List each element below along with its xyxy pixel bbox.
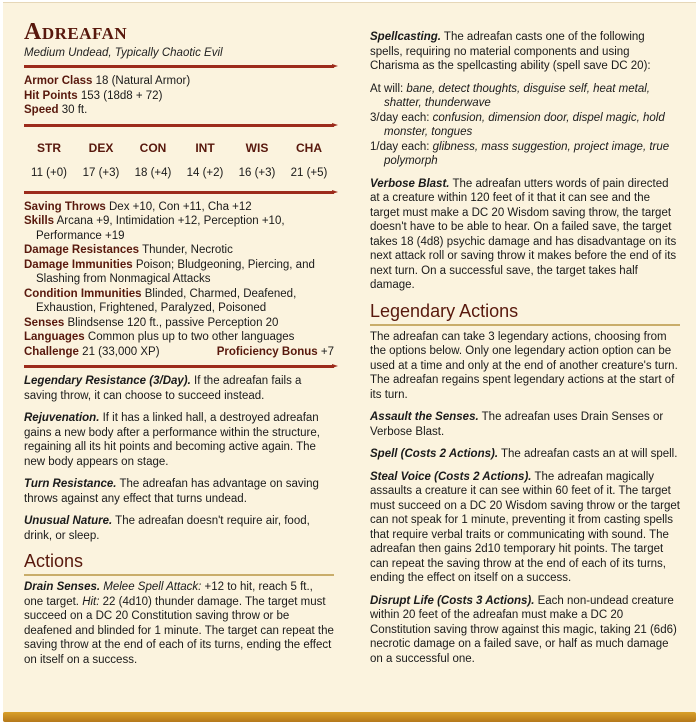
trait-legendary-resistance: Legendary Resistance (3/Day). If the adreafan fails a saving throw, it can choose to succeed instead. xyxy=(24,375,302,402)
legendary-disrupt-life: Disrupt Life (Costs 3 Actions). Each non-undead creature within 20 feet of the adreafan must make a DC 20 Constitution saving throw against this magic, taking 21 (6d6) necrotic damage on a failed save, or half as much damage on a successful one. xyxy=(370,594,677,665)
trait-rejuvenation: Rejuvenation. If it has a linked hall, a destroyed adreafan gains a new body after a performance within the structure, regaining all its hit points and becoming active again. The new body appears on stage. xyxy=(24,412,320,468)
damage-immunities: Damage Immunities Poison; Bludgeoning, Piercing, and Slashing from Nonmagical Attacks xyxy=(24,258,315,285)
challenge-row xyxy=(24,345,334,360)
ability-str: STR 11 (+0) xyxy=(31,140,67,179)
right-column xyxy=(370,30,680,674)
spell-list-3-day: 3/day each: confusion, dimension door, dispel magic, hold monster, tongues xyxy=(370,111,665,138)
spell-list-1-day: 1/day each: glibness, mass suggestion, project image, true polymorph xyxy=(370,140,670,167)
legendary-spell: Spell (Costs 2 Actions). The adreafan casts an at will spell. xyxy=(370,448,678,460)
trait-unusual-nature: Unusual Nature. The adreafan doesn't require air, food, drink, or sleep. xyxy=(24,515,310,542)
speed: Speed 30 ft. xyxy=(24,104,88,116)
ability-int: INT 14 (+2) xyxy=(186,140,224,179)
challenge: Challenge 21 (33,000 XP) xyxy=(24,345,160,358)
monster-name: Adreafan xyxy=(24,19,128,45)
skills: Skills Arcana +9, Intimidation +12, Perception +10, Performance +19 xyxy=(24,215,285,242)
divider xyxy=(24,191,334,194)
armor-class: Armor Class 18 (Natural Armor) xyxy=(24,75,191,87)
actions-heading: Actions xyxy=(24,551,334,576)
proficiency-bonus: Proficiency Bonus +7 xyxy=(216,345,334,358)
saving-throws: Saving Throws Dex +10, Con +11, Cha +12 xyxy=(24,200,252,213)
spell-list-at-will: At will: bane, detect thoughts, disguise self, heat metal, shatter, thunderwave xyxy=(370,82,650,109)
action-drain-senses: Drain Senses. Melee Spell Attack: +12 to hit, reach 5 ft., one target. Hit: 22 (4d10) thunder damage. The target must succeed on a DC 20 Constitution saving throw or be deafened and blinded for 1 minute. The target can repeat the saving throw at the end of each of its turns, ending the effect on itself on a success. xyxy=(24,581,334,666)
ability-con: CON 18 (+4) xyxy=(134,140,172,179)
legendary-intro: The adreafan can take 3 legendary actions, choosing from the options below. Only one legendary action option can be used at a time and only at the end of another creature's turn. The adreafan regains spent legendary actions at the start of its turn. xyxy=(370,330,678,401)
condition-immunities: Condition Immunities Blinded, Charmed, Deafened, Exhaustion, Frightened, Paralyzed, Poisoned xyxy=(24,287,297,314)
divider xyxy=(24,65,334,68)
action-spellcasting: Spellcasting. The adreafan casts one of the following spells, requiring no material components and using Charisma as the spellcasting ability (spell save DC 20): xyxy=(370,31,651,72)
monster-type: Medium Undead, Typically Chaotic Evil xyxy=(24,47,223,59)
ability-scores xyxy=(24,133,334,185)
divider xyxy=(24,124,334,127)
languages: Languages Common plus up to two other languages xyxy=(24,331,295,343)
ability-dex: DEX 17 (+3) xyxy=(82,140,120,179)
ability-wis: WIS 16 (+3) xyxy=(238,140,276,179)
legendary-assault-the-senses: Assault the Senses. The adreafan uses Drain Senses or Verbose Blast. xyxy=(370,411,664,438)
stat-block-page xyxy=(3,2,696,716)
legendary-actions-heading: Legendary Actions xyxy=(370,301,680,326)
left-column xyxy=(24,19,334,675)
action-verbose-blast: Verbose Blast. The adreafan utters words of pain directed at a creature within 120 feet of it that it can see and the target must make a DC 20 Wisdom saving throw, the target doesn't have to be able to hear. On a failed save, the target takes 18 (4d8) psychic damage and has disadvantage on its next attack roll or saving throw it makes before the end of its next turn. On a successful save, the target takes half damage. xyxy=(370,177,677,291)
damage-resistances: Damage Resistances Thunder, Necrotic xyxy=(24,244,233,256)
divider xyxy=(24,365,334,368)
senses: Senses Blindsense 120 ft., passive Perception 20 xyxy=(24,316,279,329)
legendary-steal-voice: Steal Voice (Costs 2 Actions). The adreafan magically assaults a creature it can see within 60 feet of it. The target must succeed on a DC 20 Wisdom saving throw or the target can not speak for 1 minute, preventing it from casting spells that require verbal traits or communicating with sound. The adreafan then gains 2d10 temporary hit points. The target can repeat the saving throw at the end of each of its turns, ending the effect on itself on a success. xyxy=(370,470,681,584)
ability-cha: CHA 21 (+5) xyxy=(290,140,328,179)
page-bottom-border xyxy=(3,712,696,722)
trait-turn-resistance: Turn Resistance. The adreafan has advantage on saving throws against any effect that turns undead. xyxy=(24,478,319,505)
hit-points: Hit Points 153 (18d8 + 72) xyxy=(24,89,163,102)
